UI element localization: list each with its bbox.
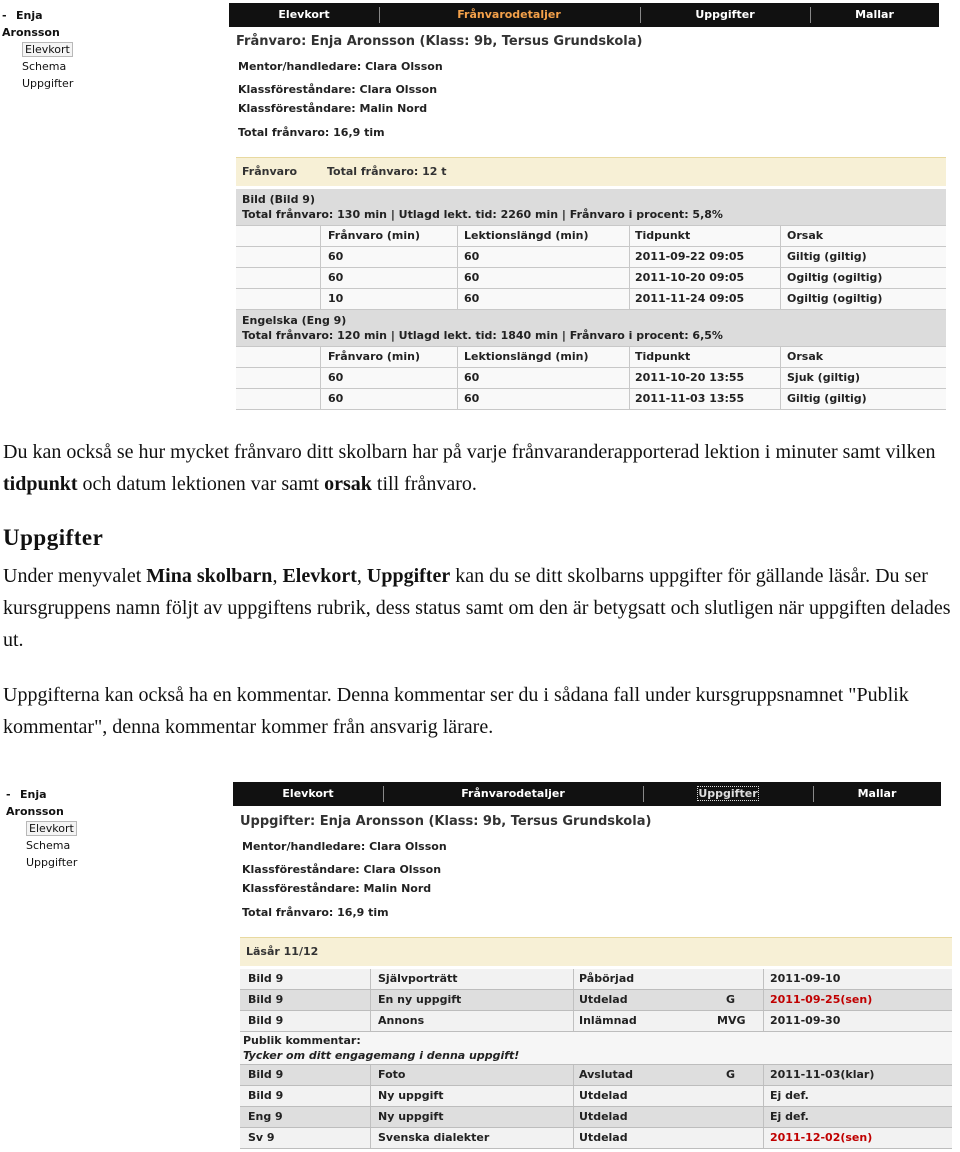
column-header: Tidpunkt xyxy=(635,350,691,363)
course-summary: Total frånvaro: 120 min | Utlagd lekt. tid: 1840 min | Frånvaro i procent: 6,5% xyxy=(242,329,723,342)
absence-panel xyxy=(236,157,946,410)
table-row[interactable]: Bild 9 Foto Avslutad G 2011-11-03(klar) xyxy=(240,1065,952,1086)
table-row[interactable]: Bild 9 Ny uppgift Utdelad Ej def. xyxy=(240,1086,952,1107)
top-nav xyxy=(233,782,941,806)
nav-elevkort[interactable]: Elevkort xyxy=(282,787,334,800)
tree-root[interactable] xyxy=(6,786,77,820)
table-row: 10 60 2011-11-24 09:05 Ogiltig (ogiltig) xyxy=(236,289,946,310)
column-header: Frånvaro (min) xyxy=(328,350,421,363)
panel-header-label: Frånvaro xyxy=(242,165,298,178)
table-row: 60 60 2011-10-20 13:55 Sjuk (giltig) xyxy=(236,368,946,389)
tree-item-schema[interactable] xyxy=(2,58,73,75)
tree-item-label[interactable]: Elevkort xyxy=(26,821,77,836)
public-comment-text: Tycker om ditt engagemang i denna uppgift! xyxy=(243,1049,520,1062)
tree-item-uppgifter[interactable] xyxy=(6,854,77,871)
nav-uppgifter[interactable]: Uppgifter xyxy=(698,787,758,800)
table-row: 60 60 2011-09-22 09:05 Giltig (giltig) xyxy=(236,247,946,268)
paragraph: Du kan också se hur mycket frånvaro ditt skolbarn har på varje frånvaranderapporterad lektion i minuter samt vilken tidpunkt och datum lektionen var samt orsak till frånvaro. xyxy=(3,441,936,495)
collapse-icon[interactable]: - xyxy=(6,788,11,801)
paragraph: Under menyvalet Mina skolbarn, Elevkort, Uppgifter kan du se ditt skolbarns uppgifter för gällande läsår. Du ser kursgruppens namn följt av uppgiftens rubrik, dess status samt om den är betygsatt och slutligen när uppgiften delades ut. xyxy=(3,565,951,651)
nav-franvarodetaljer[interactable]: Frånvarodetaljer xyxy=(461,787,565,800)
document-text xyxy=(3,436,958,743)
tree-item-label[interactable]: Schema xyxy=(22,60,67,73)
table-row[interactable]: Bild 9 Annons Inlämnad MVG 2011-09-30 xyxy=(240,1011,952,1032)
column-header: Tidpunkt xyxy=(635,229,691,242)
tree-item-elevkort[interactable] xyxy=(2,41,73,58)
class-teacher-text: Klassföreståndare: Clara Olsson xyxy=(238,83,438,96)
nav-elevkort[interactable]: Elevkort xyxy=(278,8,330,21)
total-absence-text: Total frånvaro: 16,9 tim xyxy=(242,906,389,919)
nav-uppgifter[interactable]: Uppgifter xyxy=(695,8,755,21)
total-absence-text: Total frånvaro: 16,9 tim xyxy=(238,126,385,139)
late-date: 2011-09-25(sen) xyxy=(770,993,873,1006)
page-title: Uppgifter: Enja Aronsson (Klass: 9b, Tersus Grundskola) xyxy=(240,814,652,829)
public-comment-label: Publik kommentar: xyxy=(243,1034,361,1047)
tree-root-label[interactable]: Enja Aronsson xyxy=(6,788,64,818)
course-summary: Total frånvaro: 130 min | Utlagd lekt. tid: 2260 min | Frånvaro i procent: 5,8% xyxy=(242,208,723,221)
course-name: Engelska (Eng 9) xyxy=(242,314,347,327)
paragraph: Uppgifterna kan också ha en kommentar. Denna kommentar ser du i sådana fall under kursgruppsnamnet "Publik kommentar", denna kommentar kommer från ansvarig lärare. xyxy=(3,684,909,738)
column-header: Frånvaro (min) xyxy=(328,229,421,242)
assignments-panel xyxy=(240,937,952,1149)
mentor-text: Mentor/handledare: Clara Olsson xyxy=(238,60,443,73)
table-row[interactable]: Eng 9 Ny uppgift Utdelad Ej def. xyxy=(240,1107,952,1128)
class-teacher-text: Klassföreståndare: Malin Nord xyxy=(242,882,432,895)
panel-header xyxy=(236,157,946,186)
top-nav xyxy=(229,3,939,27)
public-comment xyxy=(240,1032,952,1065)
section-heading: Uppgifter xyxy=(3,525,104,550)
course-group-header xyxy=(236,189,946,226)
table-row: 60 60 2011-11-03 13:55 Giltig (giltig) xyxy=(236,389,946,410)
tree-root-label[interactable]: Enja Aronsson xyxy=(2,9,60,39)
column-header: Lektionslängd (min) xyxy=(464,350,589,363)
tree-root[interactable] xyxy=(2,7,73,41)
column-header: Orsak xyxy=(787,350,824,363)
panel-header-total: Total frånvaro: 12 t xyxy=(327,165,447,178)
course-name: Bild (Bild 9) xyxy=(242,193,315,206)
student-tree xyxy=(2,7,73,92)
class-teacher-text: Klassföreståndare: Malin Nord xyxy=(238,102,428,115)
page-title: Frånvaro: Enja Aronsson (Klass: 9b, Tersus Grundskola) xyxy=(236,34,643,49)
school-year-label: Läsår 11/12 xyxy=(246,945,319,958)
course-group-header xyxy=(236,310,946,347)
table-row: 60 60 2011-10-20 09:05 Ogiltig (ogiltig) xyxy=(236,268,946,289)
nav-mallar[interactable]: Mallar xyxy=(857,787,897,800)
table-header-row xyxy=(236,347,946,368)
tree-item-label[interactable]: Uppgifter xyxy=(22,77,74,90)
column-header: Orsak xyxy=(787,229,824,242)
panel-header xyxy=(240,937,952,966)
table-row[interactable]: Sv 9 Svenska dialekter Utdelad 2011-12-02(sen) xyxy=(240,1128,952,1149)
table-row[interactable]: Bild 9 En ny uppgift Utdelad G 2011-09-25(sen) xyxy=(240,990,952,1011)
nav-franvarodetaljer[interactable]: Frånvarodetaljer xyxy=(457,8,561,21)
tree-item-label[interactable]: Uppgifter xyxy=(26,856,78,869)
table-header-row xyxy=(236,226,946,247)
student-tree xyxy=(6,786,77,871)
tree-item-schema[interactable] xyxy=(6,837,77,854)
collapse-icon[interactable]: - xyxy=(2,9,7,22)
tree-item-elevkort[interactable] xyxy=(6,820,77,837)
tree-item-label[interactable]: Schema xyxy=(26,839,71,852)
column-header: Lektionslängd (min) xyxy=(464,229,589,242)
tree-item-label[interactable]: Elevkort xyxy=(22,42,73,57)
class-teacher-text: Klassföreståndare: Clara Olsson xyxy=(242,863,442,876)
late-date: 2011-12-02(sen) xyxy=(770,1131,873,1144)
table-row[interactable]: Bild 9 Självporträtt Påbörjad 2011-09-10 xyxy=(240,969,952,990)
nav-mallar[interactable]: Mallar xyxy=(855,8,894,21)
tree-item-uppgifter[interactable] xyxy=(2,75,73,92)
mentor-text: Mentor/handledare: Clara Olsson xyxy=(242,840,447,853)
